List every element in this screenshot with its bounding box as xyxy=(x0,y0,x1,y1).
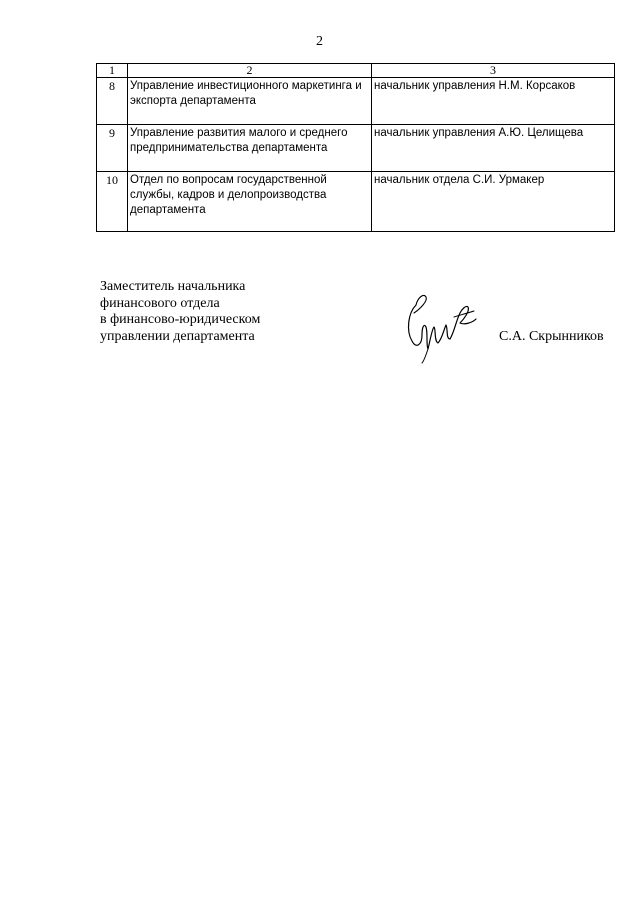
header-col-3: 3 xyxy=(372,64,615,78)
appendix-table xyxy=(96,63,615,232)
position-line: в финансово-юридическом xyxy=(100,312,261,327)
row-number: 8 xyxy=(97,78,128,125)
header-col-2: 2 xyxy=(128,64,372,78)
row-number: 9 xyxy=(97,125,128,172)
position-line: финансового отдела xyxy=(100,295,220,311)
unit-head: начальник управления Н.М. Корсаков xyxy=(372,78,615,125)
table-row xyxy=(97,125,615,172)
unit-head: начальник управления А.Ю. Целищева xyxy=(372,125,615,172)
unit-name: Управление инвестиционного маркетинга и экспорта департамента xyxy=(128,78,372,125)
position-line: управлении департамента xyxy=(100,328,255,344)
signatory-name: С.А. Скрынников xyxy=(499,329,604,344)
position-line: Заместитель начальника xyxy=(100,279,246,294)
unit-name: Отдел по вопросам государственной службы, кадров и делопроизводства департамента xyxy=(128,172,372,232)
handwritten-signature xyxy=(402,283,482,365)
row-number: 10 xyxy=(97,172,128,232)
header-col-1: 1 xyxy=(97,64,128,78)
unit-head: начальник отдела С.И. Урмакер xyxy=(372,172,615,232)
table-row xyxy=(97,172,615,232)
signatory-position xyxy=(100,279,260,345)
table-header-row xyxy=(97,64,615,78)
unit-name: Управление развития малого и среднего предпринимательства департамента xyxy=(128,125,372,172)
table-row xyxy=(97,78,615,125)
page-number: 2 xyxy=(316,34,323,49)
